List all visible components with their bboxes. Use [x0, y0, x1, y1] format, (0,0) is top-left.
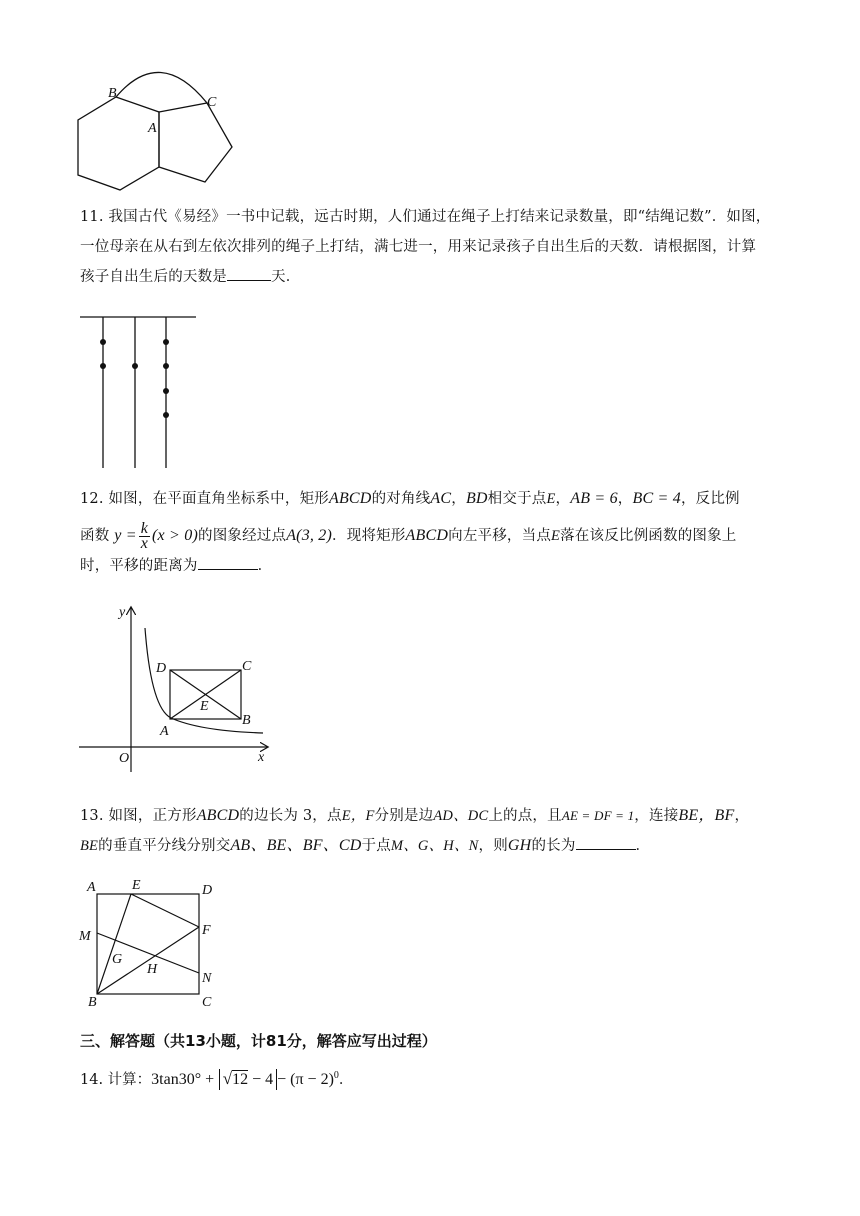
arc-bc — [116, 72, 207, 103]
q12-fraction — [139, 519, 150, 552]
section-title-b: 小题，计 — [205, 1032, 266, 1050]
q12-text: ， — [617, 491, 633, 507]
q12-x: x — [140, 534, 149, 552]
q13-segments: AB、BE、BF、CD — [230, 837, 362, 854]
q14-exponent: 0 — [333, 1070, 339, 1081]
q14-label: 计算： — [107, 1071, 152, 1088]
label-m: M — [79, 929, 91, 944]
answer-blank-11[interactable] — [227, 266, 271, 281]
q13-equation: AE = DF = 1 — [561, 808, 635, 823]
figure-hexagon-pentagon — [60, 65, 250, 200]
q14-sqrt: 12 — [232, 1070, 249, 1088]
answer-blank-12[interactable] — [198, 555, 258, 570]
q11-line2: 一位母亲在从右到左依次排列的绳子上打结，满七进一，用来记录孩子自出生后的天数．请根据图，计算 — [80, 239, 757, 255]
q12-condition: (x > 0) — [152, 527, 198, 544]
label-e: E — [200, 699, 209, 714]
q13-text: 的长为 — [531, 838, 576, 854]
figure-coordinate-rectangle — [75, 600, 275, 772]
section-title-a: 三、解答题（共 — [80, 1032, 186, 1050]
label-o: O — [119, 751, 130, 766]
section-score: 81 — [265, 1032, 287, 1050]
knot — [163, 388, 169, 394]
q12-text: ．现将矩形 — [332, 528, 406, 544]
knot — [100, 339, 106, 345]
label-a: A — [87, 880, 96, 895]
section-count: 13 — [185, 1032, 206, 1050]
label-x: x — [258, 750, 265, 765]
q12-text: ，反比例 — [680, 491, 740, 507]
q12-abcd: ABCD — [405, 527, 449, 544]
q13-text: 分别是边 — [374, 808, 434, 824]
q14-abs: √12 − 4 — [219, 1069, 277, 1090]
q13-text: 的垂直平分线分别交 — [98, 838, 231, 854]
q13-text: ， — [734, 808, 750, 824]
section-heading — [80, 1030, 437, 1051]
label-y: y — [119, 605, 126, 620]
question-14 — [80, 1062, 353, 1094]
label-c: C — [242, 659, 252, 674]
q12-text: ， — [451, 491, 466, 507]
q13-text: 的边长为 3，点 — [239, 808, 342, 824]
q12-point-a: A(3, 2) — [286, 527, 333, 544]
q13-points: M、G、H、N — [390, 838, 479, 854]
label-e: E — [132, 878, 141, 893]
q13-text: 如图，正方形 — [108, 808, 197, 824]
knot — [163, 363, 169, 369]
q13-be: BE — [80, 838, 99, 854]
q13-text: ． — [635, 838, 651, 854]
label-g: G — [112, 952, 123, 967]
knot — [163, 412, 169, 418]
q12-text: 的图象经过点 — [198, 528, 287, 544]
label-h: H — [147, 962, 158, 977]
q12-bc: BC = 4 — [632, 490, 681, 507]
q12-ab: AB = 6 — [570, 490, 618, 507]
q13-text: ，连接 — [634, 808, 679, 824]
q12-text: 时，平移的距离为 — [80, 558, 198, 574]
q11-line3-b: 天． — [271, 269, 301, 285]
label-f: F — [202, 923, 211, 938]
q12-text: 向左平移，当点 — [448, 528, 552, 544]
label-a: A — [148, 121, 157, 136]
q12-text: 函数 — [80, 528, 110, 544]
label-b: B — [88, 995, 97, 1010]
q12-abcd: ABCD — [328, 490, 372, 507]
knot — [100, 363, 106, 369]
q12-number: 12. — [80, 491, 104, 507]
q13-text: 上的点，且 — [488, 808, 562, 824]
label-b: B — [242, 713, 251, 728]
q12-text: 的对角线 — [371, 491, 431, 507]
figure-knotted-ropes — [78, 310, 202, 472]
knot — [132, 363, 138, 369]
label-c: C — [207, 95, 217, 110]
question-13 — [80, 801, 749, 861]
label-d: D — [202, 883, 213, 898]
q14-expr-a: 3tan30° + — [151, 1070, 215, 1088]
knot — [163, 339, 169, 345]
q14-number: 14. — [80, 1071, 104, 1088]
q14-expr-c: − (π − 2) — [277, 1070, 334, 1088]
q11-line1: 我国古代《易经》一书中记载，远古时期，人们通过在绳子上打结来记录数量，即“结绳记数”．如图， — [108, 209, 771, 225]
section-title-c: 分，解答应写出过程） — [286, 1032, 437, 1050]
q13-text: ，则 — [478, 838, 508, 854]
hexagon-shape — [78, 97, 159, 190]
question-12 — [80, 484, 740, 581]
q12-text: ， — [555, 491, 571, 507]
q12-text: 如图，在平面直角坐标系中，矩形 — [108, 491, 329, 507]
q11-number: 11. — [80, 209, 104, 225]
figure-square-abcd — [75, 872, 235, 1012]
q12-ac: AC — [430, 490, 452, 507]
q12-e: E — [551, 528, 561, 544]
label-c: C — [202, 995, 212, 1010]
q11-line3-a: 孩子自出生后的天数是 — [80, 269, 227, 285]
label-b: B — [108, 86, 117, 101]
q13-abcd: ABCD — [196, 807, 240, 824]
pentagon-shape — [159, 103, 232, 182]
q13-gh: GH — [507, 837, 532, 854]
label-d: D — [156, 661, 167, 676]
answer-blank-13[interactable] — [576, 835, 636, 850]
q13-be-bf: BE，BF — [678, 807, 735, 824]
q13-ef: E，F — [341, 808, 375, 824]
q12-e: E — [546, 491, 556, 507]
segment-ef — [131, 894, 199, 927]
q12-text: ． — [257, 558, 273, 574]
q12-y: y = — [114, 527, 137, 544]
q13-number: 13. — [80, 808, 104, 824]
q12-text: 落在该反比例函数的图象上 — [560, 528, 737, 544]
q13-text: 于点 — [361, 838, 391, 854]
label-n: N — [202, 971, 212, 986]
q14-expr-b: − 4 — [252, 1070, 274, 1088]
q12-text: 相交于点 — [487, 491, 547, 507]
q14-end: ． — [338, 1071, 354, 1088]
label-a: A — [160, 724, 169, 739]
q12-bd: BD — [465, 490, 488, 507]
question-11 — [80, 202, 771, 292]
q13-ad-dc: AD、DC — [433, 808, 489, 824]
q12-k: k — [140, 519, 149, 537]
square-abcd — [97, 894, 199, 994]
